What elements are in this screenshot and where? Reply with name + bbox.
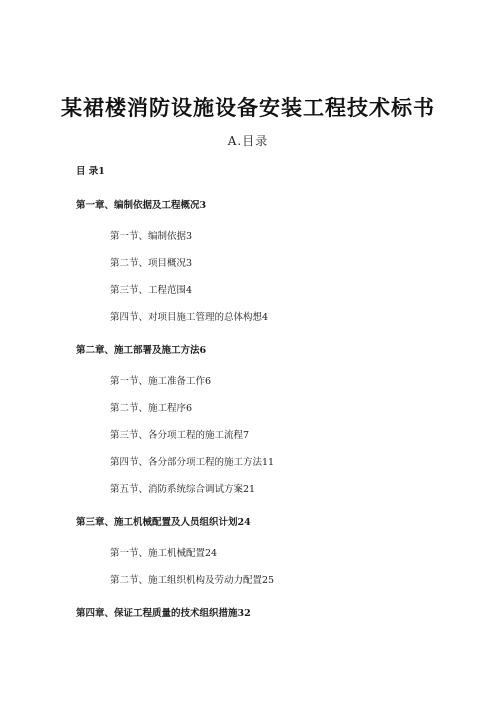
toc-chapter-1: 第一章、编制依据及工程概况3 xyxy=(76,200,207,211)
toc-section-3-2: 第二节、施工组织机构及劳动力配置25 xyxy=(110,575,275,586)
toc-section-1-1: 第一节、编制依据3 xyxy=(110,231,193,242)
toc-section-2-4: 第四节、各分部分项工程的施工方法11 xyxy=(110,457,275,468)
toc-section-1-3: 第三节、工程范围4 xyxy=(110,285,193,296)
toc-chapter-2: 第二章、施工部署及施工方法6 xyxy=(76,345,207,356)
toc-section-2-3: 第三节、各分项工程的施工流程7 xyxy=(110,430,250,441)
toc-section-3-1: 第一节、施工机械配置24 xyxy=(110,548,218,559)
toc-section-1-2: 第二节、项目概况3 xyxy=(110,258,193,269)
toc-section-2-2: 第二节、施工程序6 xyxy=(110,403,193,414)
toc-heading: 目 录1 xyxy=(76,166,105,177)
document-title: 某裙楼消防设施设备安装工程技术标书 xyxy=(61,95,435,120)
toc-section-2-1: 第一节、施工准备工作6 xyxy=(110,376,212,387)
toc-section-2-5: 第五节、消防系统综合调试方案21 xyxy=(110,484,256,495)
toc-section-1-4: 第四节、对项目施工管理的总体构想4 xyxy=(110,312,269,323)
document-subtitle: A.目录 xyxy=(227,134,269,148)
toc-chapter-4: 第四章、保证工程质量的技术组织措施32 xyxy=(76,608,251,619)
toc-chapter-3: 第三章、施工机械配置及人员组织计划24 xyxy=(76,517,251,528)
